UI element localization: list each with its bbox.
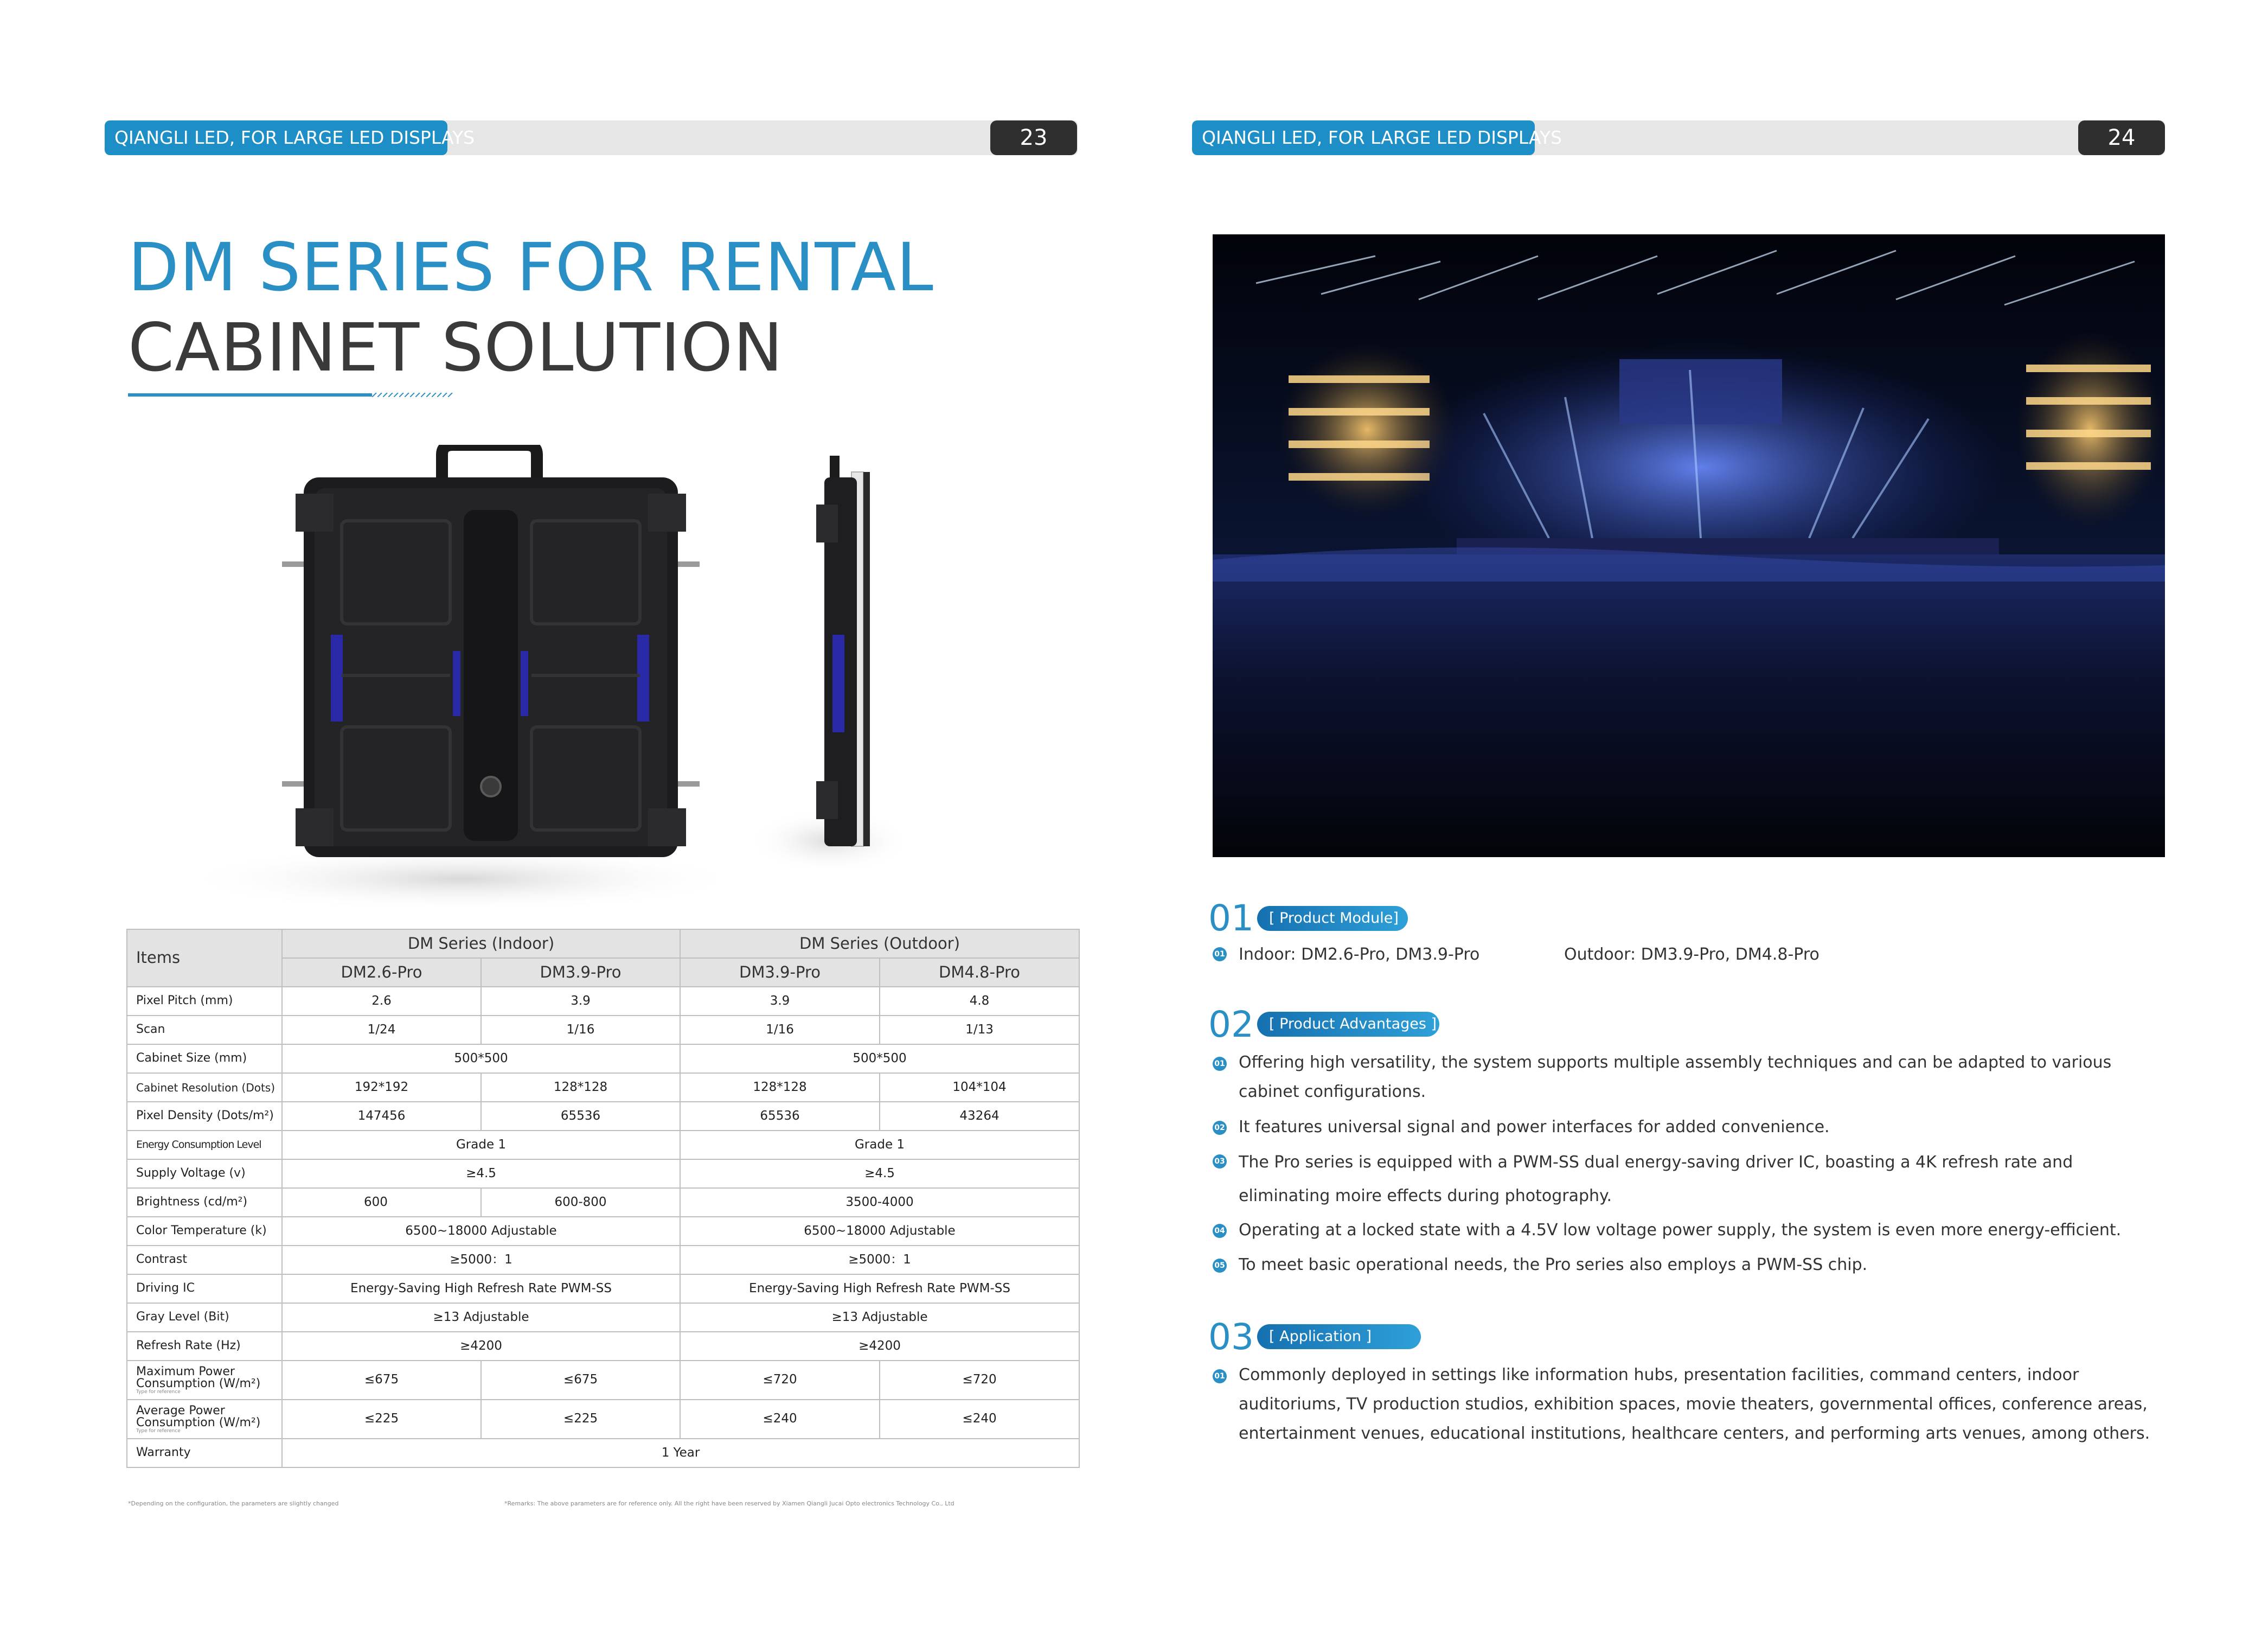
table-cell: ≥5000：1 bbox=[282, 1246, 680, 1274]
row-label bbox=[127, 1400, 282, 1439]
table-cell: 4.8 bbox=[880, 987, 1079, 1016]
table-row bbox=[127, 1303, 1079, 1332]
application-text: Commonly deployed in settings like information hubs, presentation facilities, command centers, indoor auditoriums, TV production studios, exhibition spaces, movie theaters, governmental offices, conference areas, entertainment venues, educational institutions, healthcare centers, and performing arts venues, among others. bbox=[1239, 1365, 2150, 1443]
table-cell: 600-800 bbox=[481, 1188, 680, 1217]
bullet-icon: 04 bbox=[1213, 1224, 1227, 1238]
row-label: Gray Level (Bit) bbox=[127, 1303, 282, 1332]
advantage-item: The Pro series is equipped with a PWM-SS dual energy-saving driver IC, boasting a 4K refresh rate and eliminating moire effects during photography. bbox=[1239, 1153, 2073, 1205]
table-cell: 1/13 bbox=[880, 1016, 1079, 1044]
table-row bbox=[127, 1073, 1079, 1102]
table-cell: 6500~18000 Adjustable bbox=[282, 1217, 680, 1246]
table-cell: ≥4200 bbox=[680, 1332, 1079, 1361]
advantage-item: Operating at a locked state with a 4.5V low voltage power supply, the system is even more energy-efficient. bbox=[1239, 1221, 2122, 1240]
table-row bbox=[127, 1274, 1079, 1303]
advantage-item: To meet basic operational needs, the Pro series also employs a PWM-SS chip. bbox=[1239, 1255, 1868, 1274]
table-cell: ≤240 bbox=[680, 1400, 880, 1439]
bullet-icon: 01 bbox=[1213, 1057, 1227, 1071]
concert-photo bbox=[1213, 234, 2165, 857]
group-indoor-header: DM Series (Indoor) bbox=[282, 929, 680, 958]
title-line-2: CABINET SOLUTION bbox=[128, 309, 784, 386]
row-label bbox=[127, 1361, 282, 1400]
table-cell: ≥4.5 bbox=[282, 1159, 680, 1188]
table-cell: 3500-4000 bbox=[680, 1188, 1079, 1217]
table-cell: 43264 bbox=[880, 1102, 1079, 1131]
left-header-label: QIANGLI LED, FOR LARGE LED DISPLAYS bbox=[105, 120, 447, 155]
spec-table bbox=[126, 929, 1080, 1468]
row-label: Refresh Rate (Hz) bbox=[127, 1332, 282, 1361]
model-header: DM2.6-Pro bbox=[282, 958, 481, 987]
bullet-icon: 05 bbox=[1213, 1259, 1227, 1273]
table-cell: Energy-Saving High Refresh Rate PWM-SS bbox=[680, 1274, 1079, 1303]
table-row bbox=[127, 1159, 1079, 1188]
module-indoor: Indoor: DM2.6-Pro, DM3.9-Pro bbox=[1239, 945, 1480, 964]
row-label-note: Type for reference bbox=[136, 1389, 181, 1395]
table-cell: Energy-Saving High Refresh Rate PWM-SS bbox=[282, 1274, 680, 1303]
table-cell: 192*192 bbox=[282, 1073, 481, 1102]
table-cell: Grade 1 bbox=[282, 1131, 680, 1159]
table-cell: 147456 bbox=[282, 1102, 481, 1131]
table-cell: 1 Year bbox=[282, 1439, 1079, 1467]
table-cell: 1/16 bbox=[481, 1016, 680, 1044]
row-label: Cabinet Size (mm) bbox=[127, 1044, 282, 1073]
table-cell: ≤240 bbox=[880, 1400, 1079, 1439]
right-page-number: 24 bbox=[2078, 120, 2165, 155]
table-cell: 65536 bbox=[481, 1102, 680, 1131]
table-cell: 500*500 bbox=[282, 1044, 680, 1073]
table-cell: ≤720 bbox=[880, 1361, 1079, 1400]
table-cell: ≤720 bbox=[680, 1361, 880, 1400]
left-page-number: 23 bbox=[990, 120, 1077, 155]
table-row bbox=[127, 1439, 1079, 1467]
table-row bbox=[127, 1246, 1079, 1274]
section-02-tag: [ Product Advantages ] bbox=[1257, 1012, 1439, 1037]
table-cell: ≥4200 bbox=[282, 1332, 680, 1361]
table-cell: 2.6 bbox=[282, 987, 481, 1016]
row-label: Driving IC bbox=[127, 1274, 282, 1303]
section-01-tag: [ Product Module] bbox=[1257, 906, 1408, 931]
table-cell: 3.9 bbox=[481, 987, 680, 1016]
table-row bbox=[127, 1044, 1079, 1073]
bullet-icon: 02 bbox=[1213, 1121, 1227, 1135]
bullet-icon: 01 bbox=[1213, 947, 1227, 961]
table-cell: ≤225 bbox=[481, 1400, 680, 1439]
row-label: Pixel Density (Dots/m²) bbox=[127, 1102, 282, 1131]
table-row bbox=[127, 1332, 1079, 1361]
section-03-number: 03 bbox=[1208, 1316, 1254, 1358]
table-row bbox=[127, 1400, 1079, 1439]
row-label: Cabinet Resolution (Dots) bbox=[127, 1073, 282, 1102]
row-label: Contrast bbox=[127, 1246, 282, 1274]
table-row bbox=[127, 1361, 1079, 1400]
table-cell: ≥13 Adjustable bbox=[680, 1303, 1079, 1332]
table-cell: Grade 1 bbox=[680, 1131, 1079, 1159]
cabinet-side-image bbox=[748, 456, 911, 868]
group-outdoor-header: DM Series (Outdoor) bbox=[680, 929, 1079, 958]
row-label-text: Average Power Consumption (W/m²) bbox=[136, 1403, 261, 1429]
row-label: Scan bbox=[127, 1016, 282, 1044]
bullet-icon: 03 bbox=[1213, 1154, 1227, 1169]
table-cell: 104*104 bbox=[880, 1073, 1079, 1102]
row-label: Warranty bbox=[127, 1439, 282, 1467]
row-label: Energy Consumption Level bbox=[127, 1131, 282, 1159]
row-label: Brightness (cd/m²) bbox=[127, 1188, 282, 1217]
table-row bbox=[127, 1217, 1079, 1246]
title-underline bbox=[128, 393, 453, 397]
model-header: DM4.8-Pro bbox=[880, 958, 1079, 987]
table-cell: 6500~18000 Adjustable bbox=[680, 1217, 1079, 1246]
model-header: DM3.9-Pro bbox=[481, 958, 680, 987]
row-label: Color Temperature (k) bbox=[127, 1217, 282, 1246]
right-header-label: QIANGLI LED, FOR LARGE LED DISPLAYS bbox=[1192, 120, 1535, 155]
advantage-item: It features universal signal and power interfaces for added convenience. bbox=[1239, 1118, 1830, 1137]
table-cell: 128*128 bbox=[481, 1073, 680, 1102]
table-cell: ≤675 bbox=[282, 1361, 481, 1400]
module-outdoor: Outdoor: DM3.9-Pro, DM4.8-Pro bbox=[1564, 945, 1819, 964]
table-cell: ≥5000：1 bbox=[680, 1246, 1079, 1274]
table-cell: ≤225 bbox=[282, 1400, 481, 1439]
table-row bbox=[127, 1131, 1079, 1159]
title-line-1: DM SERIES FOR RENTAL bbox=[128, 229, 934, 306]
table-row bbox=[127, 987, 1079, 1016]
table-cell: 65536 bbox=[680, 1102, 880, 1131]
table-cell: 3.9 bbox=[680, 987, 880, 1016]
table-cell: 1/24 bbox=[282, 1016, 481, 1044]
table-cell: 500*500 bbox=[680, 1044, 1079, 1073]
row-label-text: Maximum Power Consumption (W/m²) bbox=[136, 1364, 261, 1390]
row-label: Pixel Pitch (mm) bbox=[127, 987, 282, 1016]
table-cell: ≤675 bbox=[481, 1361, 680, 1400]
row-label-note: Type for reference bbox=[136, 1428, 181, 1434]
bullet-icon: 01 bbox=[1213, 1369, 1227, 1383]
model-header: DM3.9-Pro bbox=[680, 958, 880, 987]
cabinet-front-image bbox=[179, 445, 743, 911]
advantage-item: Offering high versatility, the system supports multiple assembly techniques and can be adapted to various cabinet configurations. bbox=[1239, 1053, 2112, 1101]
table-row bbox=[127, 1102, 1079, 1131]
section-03-tag: [ Application ] bbox=[1257, 1324, 1421, 1349]
table-row bbox=[127, 1188, 1079, 1217]
table-cell: ≥4.5 bbox=[680, 1159, 1079, 1188]
section-02-number: 02 bbox=[1208, 1004, 1254, 1045]
footnote-right: *Remarks: The above parameters are for reference only. All the right have been reserved by Xiamen Qiangli Jucai Opto electronics Technology Co., Ltd bbox=[504, 1500, 954, 1507]
section-01-number: 01 bbox=[1208, 897, 1254, 939]
footnote-left: *Depending on the configuration, the parameters are slightly changed bbox=[128, 1500, 339, 1507]
table-cell: 1/16 bbox=[680, 1016, 880, 1044]
row-label: Supply Voltage (v) bbox=[127, 1159, 282, 1188]
table-row bbox=[127, 1016, 1079, 1044]
table-cell: 600 bbox=[282, 1188, 481, 1217]
table-cell: 128*128 bbox=[680, 1073, 880, 1102]
items-header: Items bbox=[127, 929, 282, 987]
table-cell: ≥13 Adjustable bbox=[282, 1303, 680, 1332]
